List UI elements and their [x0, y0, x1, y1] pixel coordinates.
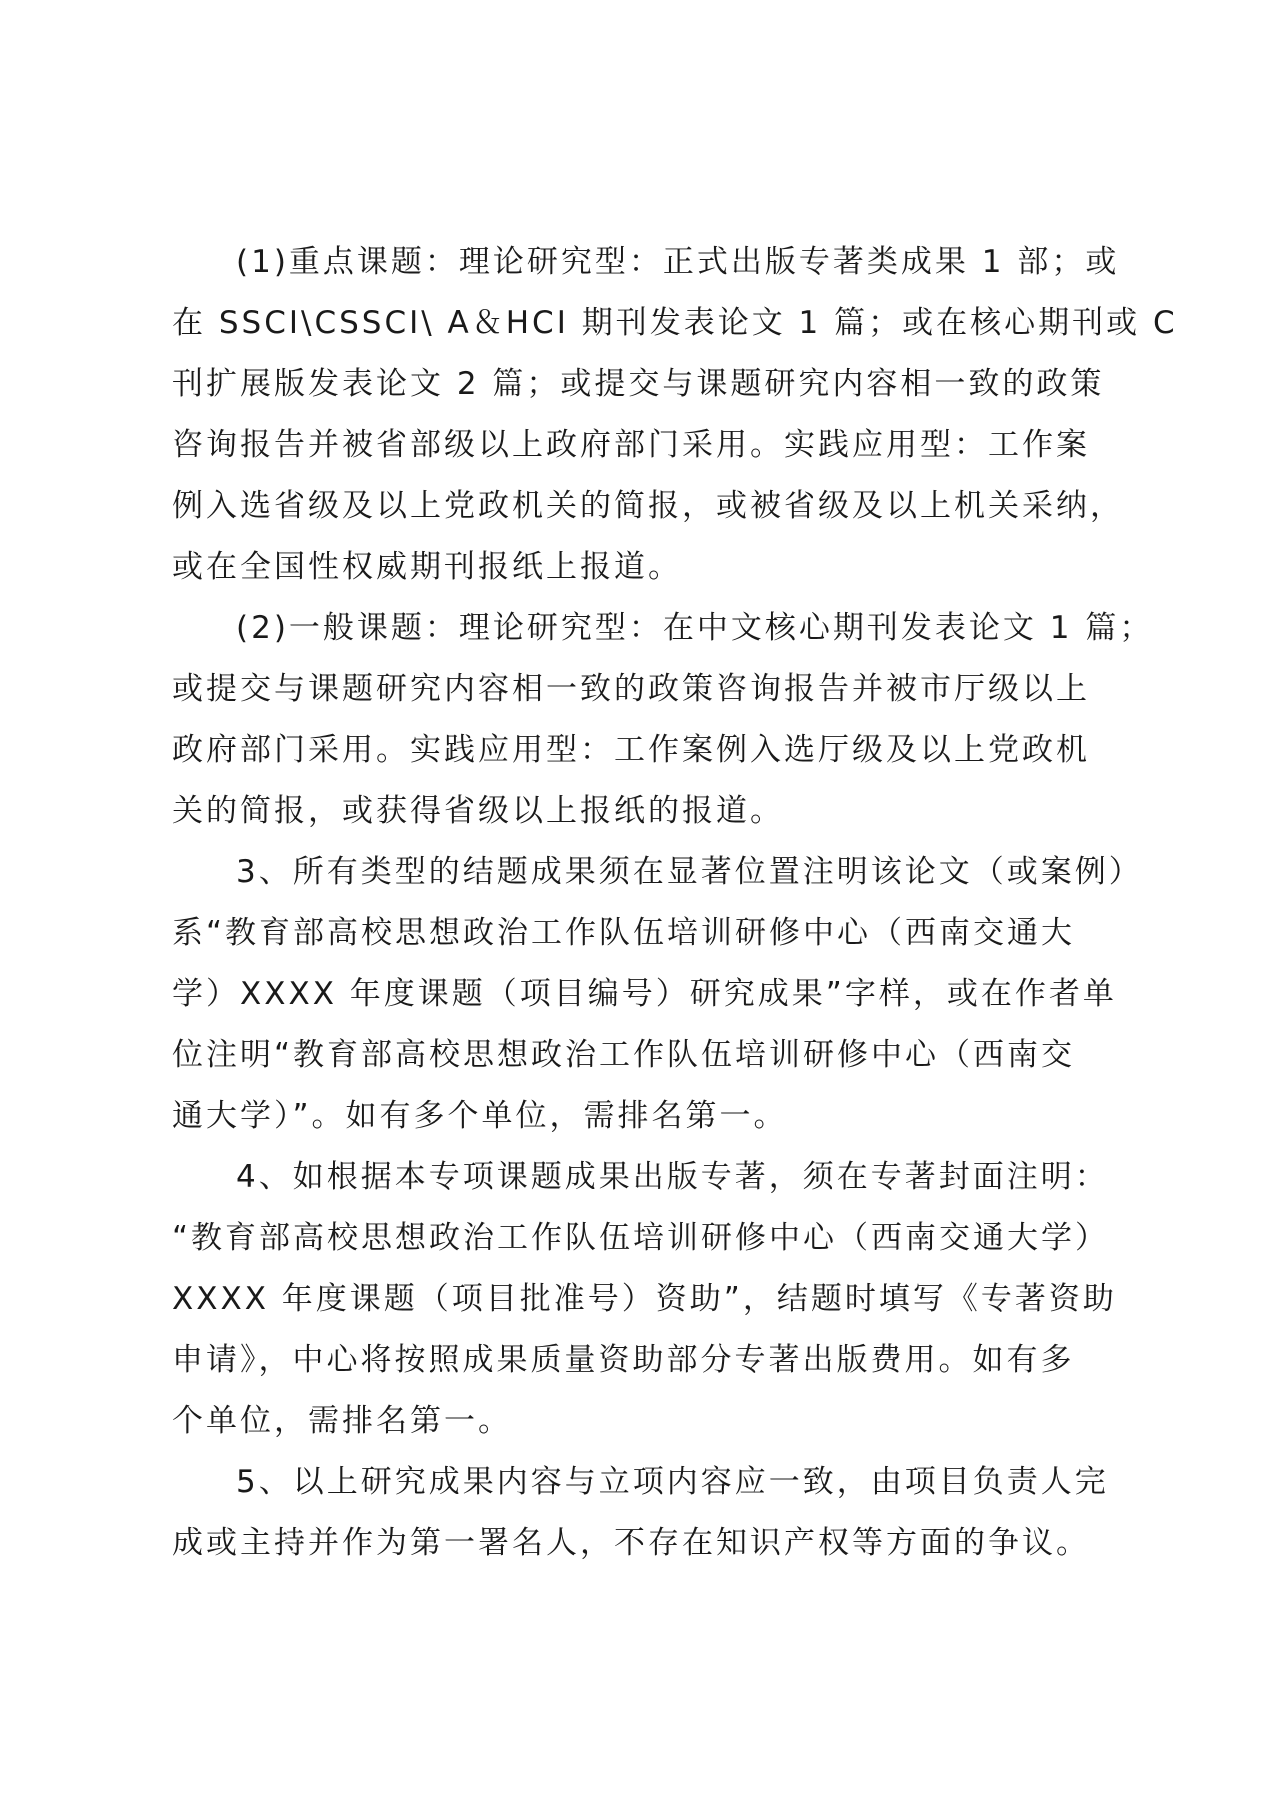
- text-line: 系“教育部高校思想政治工作队伍培训研修中心（西南交通大: [172, 915, 1076, 951]
- text-line: 关的简报，或获得省级以上报纸的报道。: [172, 793, 784, 829]
- text-line: 位注明“教育部高校思想政治工作队伍培训研修中心（西南交: [172, 1037, 1076, 1073]
- text-line: 4、如根据本专项课题成果出版专著，须在专著封面注明：: [236, 1159, 1109, 1195]
- text-line: 成或主持并作为第一署名人，不存在知识产权等方面的争议。: [172, 1525, 1090, 1561]
- text-line: “教育部高校思想政治工作队伍培训研修中心（西南交通大学）: [172, 1220, 1110, 1256]
- text-line: 刊扩展版发表论文 2 篇；或提交与课题研究内容相一致的政策: [172, 366, 1105, 402]
- paragraph-key-projects: [172, 232, 1178, 598]
- text-line: XXXX 年度课题（项目批准号）资助”，结题时填写《专著资助: [172, 1281, 1117, 1317]
- document-body: [172, 232, 1178, 1574]
- text-line: (2)一般课题：理论研究型：在中文核心期刊发表论文 1 篇；: [236, 610, 1154, 646]
- text-line: 5、以上研究成果内容与立项内容应一致，由项目负责人完: [236, 1464, 1109, 1500]
- text-line: 例入选省级及以上党政机关的简报，或被省级及以上机关采纳，: [172, 488, 1124, 524]
- text-line: (1)重点课题：理论研究型：正式出版专著类成果 1 部；或: [236, 244, 1120, 280]
- text-line: 3、所有类型的结题成果须在显著位置注明该论文（或案例）: [236, 854, 1143, 890]
- paragraph-item-4: [172, 1147, 1117, 1452]
- text-line: 学）XXXX 年度课题（项目编号）研究成果”字样，或在作者单: [172, 976, 1117, 1012]
- text-line: 在 SSCI\CSSCI\ A＆HCI 期刊发表论文 1 篇；或在核心期刊或 C: [172, 305, 1178, 341]
- text-line: 个单位，需排名第一。: [172, 1403, 512, 1439]
- paragraph-item-3: [172, 842, 1143, 1147]
- paragraph-general-projects: [172, 598, 1154, 842]
- text-line: 咨询报告并被省部级以上政府部门采用。实践应用型：工作案: [172, 427, 1090, 463]
- text-line: 政府部门采用。实践应用型：工作案例入选厅级及以上党政机: [172, 732, 1090, 768]
- text-line: 或提交与课题研究内容相一致的政策咨询报告并被市厅级以上: [172, 671, 1090, 707]
- paragraph-item-5: [172, 1452, 1114, 1574]
- text-line: 申请》，中心将按照成果质量资助部分专著出版费用。如有多: [172, 1342, 1075, 1378]
- text-line: 或在全国性权威期刊报纸上报道。: [172, 549, 682, 585]
- text-line: 通大学）”。如有多个单位，需排名第一。: [172, 1098, 788, 1134]
